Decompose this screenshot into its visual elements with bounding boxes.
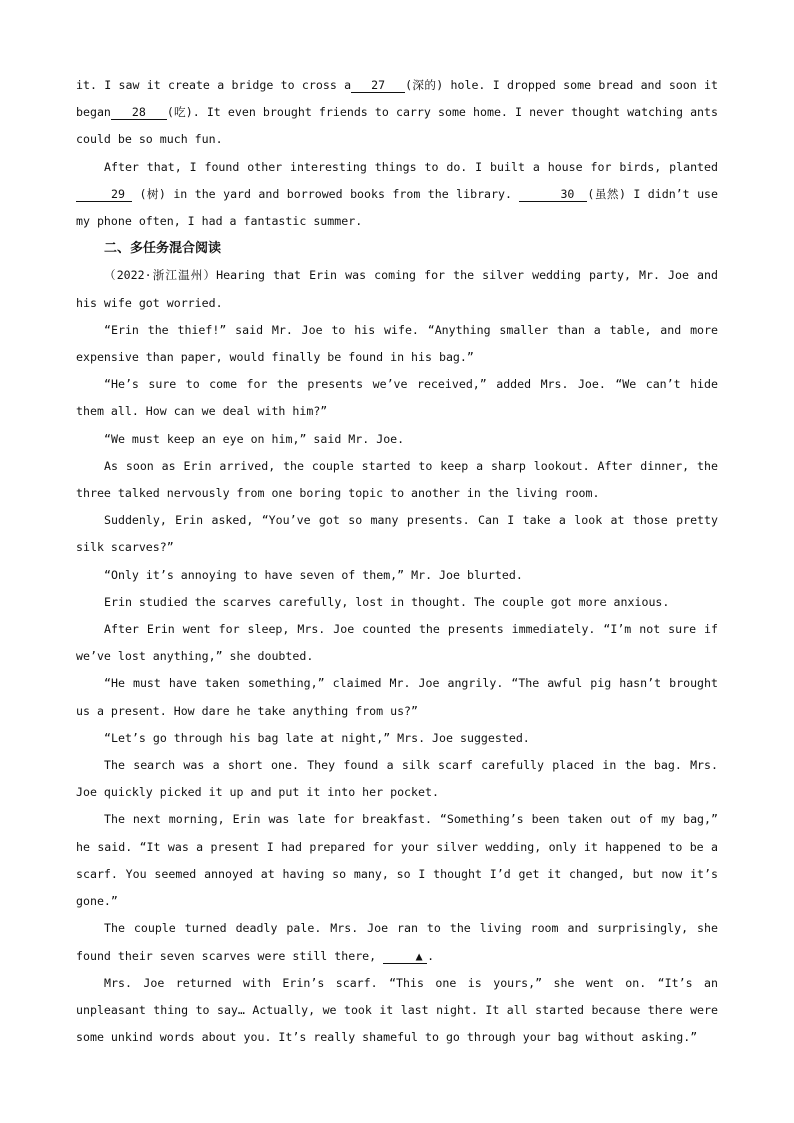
text-segment: (吃). It even brought friends to carry some home. I never thought watching ants could be so much fun. xyxy=(76,105,718,147)
blank-28: 28 xyxy=(111,105,167,120)
paragraph-summer xyxy=(76,154,718,236)
story-paragraph: As soon as Erin arrived, the couple started to keep a sharp lookout. After dinner, the three talked nervously from one boring topic to another in the living room. xyxy=(76,458,718,501)
document-page xyxy=(76,72,718,1051)
story-paragraph: “He must have taken something,” claimed Mr. Joe angrily. “The awful pig hasn’t brought us a present. How dare he take anything from us?” xyxy=(76,676,718,718)
story-paragraph: The search was a short one. They found a silk scarf carefully placed in the bag. Mrs. Joe quickly picked it up and put it into her pocket. xyxy=(76,758,718,800)
text-segment: (虽然) I didn’t use my phone often, I had a fantastic summer. xyxy=(76,186,719,229)
blank-27: 27 xyxy=(351,78,405,93)
story-paragraph: “He’s sure to come for the presents we’ve received,” added Mrs. Joe. “We can’t hide them all. How can we deal with him?” xyxy=(76,377,718,419)
triangle-blank: ▲ xyxy=(383,949,427,964)
story-paragraph: After Erin went for sleep, Mrs. Joe counted the presents immediately. “I’m not sure if we’ve lost anything,” she doubted. xyxy=(76,622,718,664)
text-segment: After that, I found other interesting things to do. I built a house for birds, planted xyxy=(104,159,718,174)
paragraph-ants xyxy=(76,72,718,154)
text-segment: The couple turned deadly pale. Mrs. Joe ran to the living room and surprisingly, she found their seven scarves were still there, xyxy=(76,921,718,963)
blank-29: 29 xyxy=(76,187,132,202)
text-segment: . xyxy=(427,948,435,963)
text-segment: (树) in the yard and borrowed books from the library. xyxy=(139,186,512,201)
story-paragraph: （2022·浙江温州）Hearing that Erin was coming for the silver wedding party, Mr. Joe and his wife got worried. xyxy=(76,268,718,310)
story-paragraph xyxy=(76,915,718,969)
story-paragraph: The next morning, Erin was late for breakfast. “Something’s been taken out of my bag,” he said. “It was a present I had prepared for your silver wedding, only it happened to be a scarf. You seemed annoyed at having so many, so I thought I’d get it changed, but now it’s gone.” xyxy=(76,812,718,909)
story-paragraph: Suddenly, Erin asked, “You’ve got so many presents. Can I take a look at those pretty silk scarves?” xyxy=(76,513,718,555)
text-segment: (深的) hole. I dropped some bread and soon it began xyxy=(76,78,718,120)
story-paragraph: “Let’s go through his bag late at night,” Mrs. Joe suggested. xyxy=(104,730,530,745)
section-heading: 二、多任务混合阅读 xyxy=(104,241,222,257)
story-paragraph: Erin studied the scarves carefully, lost in thought. The couple got more anxious. xyxy=(104,594,670,609)
text-segment: it. I saw it create a bridge to cross a xyxy=(76,78,352,92)
story-paragraph: Mrs. Joe returned with Erin’s scarf. “This one is yours,” she went on. “It’s an unpleasant thing to say… Actually, we took it last night. It all started because there were some unkind words about you. It’s really shameful to go through your bag without asking.” xyxy=(76,975,718,1045)
story-paragraph: “We must keep an eye on him,” said Mr. Joe. xyxy=(104,431,405,446)
story-paragraph: “Erin the thief!” said Mr. Joe to his wife. “Anything smaller than a table, and more expensive than paper, would finally be found in his bag.” xyxy=(76,322,718,365)
blank-30: 30 xyxy=(519,187,587,202)
story-paragraph: “Only it’s annoying to have seven of them,” Mr. Joe blurted. xyxy=(104,567,523,582)
